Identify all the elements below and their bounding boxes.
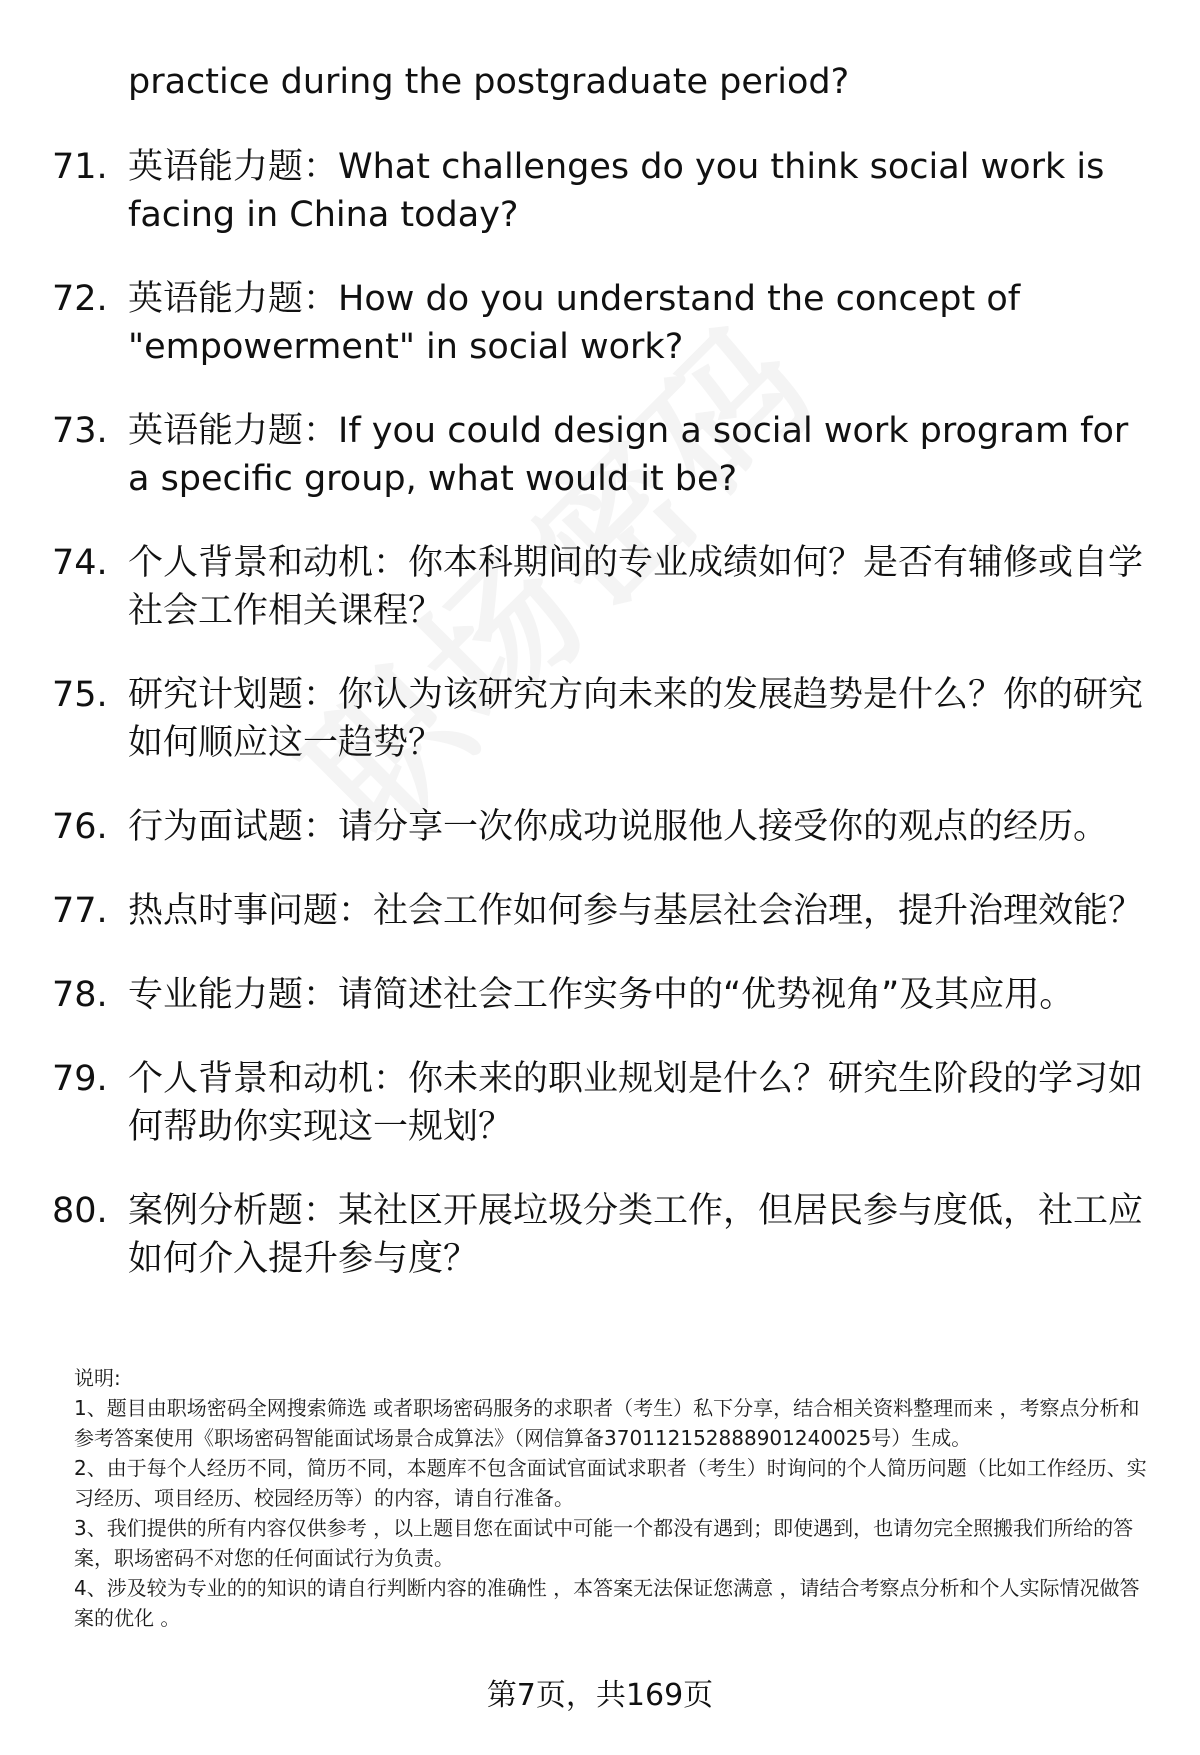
list-item	[0, 1187, 1148, 1283]
notes-heading: 说明:	[74, 1366, 121, 1390]
question-number: 72.	[52, 279, 108, 319]
question-text: 行为面试题：请分享一次你成功说服他人接受你的观点的经历。	[128, 807, 1109, 847]
page-number: 第7页，共169页	[486, 1678, 714, 1713]
list-item	[0, 803, 1148, 851]
question-list	[0, 143, 1200, 1319]
question-number: 78.	[52, 975, 108, 1015]
note-item: 4、涉及较为专业的的知识的请自行判断内容的准确性 ，本答案无法保证您满意 ，请结合考察点分析和个人实际情况做答案的优化 。	[74, 1576, 1140, 1630]
question-number: 74.	[52, 543, 108, 583]
question-text: 个人背景和动机：你本科期间的专业成绩如何？是否有辅修或自学社会工作相关课程？	[128, 543, 1144, 631]
list-item	[0, 671, 1148, 767]
list-item	[0, 275, 1148, 371]
question-number: 73.	[52, 411, 108, 451]
question-text: 案例分析题：某社区开展垃圾分类工作，但居民参与度低，社工应如何介入提升参与度？	[128, 1191, 1144, 1279]
question-continuation: practice during the postgraduate period?	[128, 62, 850, 102]
question-text: 个人背景和动机：你未来的职业规划是什么？研究生阶段的学习如何帮助你实现这一规划？	[128, 1059, 1144, 1147]
note-item: 2、由于每个人经历不同，简历不同，本题库不包含面试官面试求职者（考生）时询问的个人简历问题（比如工作经历、实习经历、项目经历、校园经历等）的内容，请自行准备。	[74, 1456, 1147, 1510]
question-number: 75.	[52, 675, 108, 715]
question-text: 研究计划题：你认为该研究方向未来的发展趋势是什么？你的研究如何顺应这一趋势？	[128, 675, 1144, 763]
question-number: 76.	[52, 807, 108, 847]
list-item	[0, 1055, 1148, 1151]
note-item: 1、题目由职场密码全网搜索筛选 或者职场密码服务的求职者（考生）私下分享，结合相关资料整理而来 ，考察点分析和参考答案使用《职场密码智能面试场景合成算法》（网信算备370112152888901240025号）生成。	[74, 1396, 1140, 1450]
question-text: 专业能力题：请简述社会工作实务中的“优势视角”及其应用。	[128, 975, 1075, 1015]
question-number: 71.	[52, 147, 108, 187]
list-item	[0, 971, 1148, 1019]
question-number: 77.	[52, 891, 108, 931]
question-text: 英语能力题：How do you understand the concept of "empowerment" in social work?	[128, 279, 1021, 367]
list-item	[0, 407, 1148, 503]
note-item: 3、我们提供的所有内容仅供参考 ，以上题目您在面试中可能一个都没有遇到；即使遇到，也请勿完全照搬我们所给的答案，职场密码不对您的任何面试行为负责。	[74, 1516, 1134, 1570]
notes-section	[74, 1363, 1154, 1633]
list-item	[0, 887, 1148, 935]
question-number: 79.	[52, 1059, 108, 1099]
list-item	[0, 539, 1148, 635]
list-item	[0, 143, 1148, 239]
question-text: 热点时事问题：社会工作如何参与基层社会治理，提升治理效能？	[128, 891, 1144, 931]
question-text: 英语能力题：What challenges do you think social work is facing in China today?	[128, 147, 1105, 235]
question-number: 80.	[52, 1191, 108, 1231]
question-text: 英语能力题：If you could design a social work program for a specific group, what would it be?	[128, 411, 1129, 499]
